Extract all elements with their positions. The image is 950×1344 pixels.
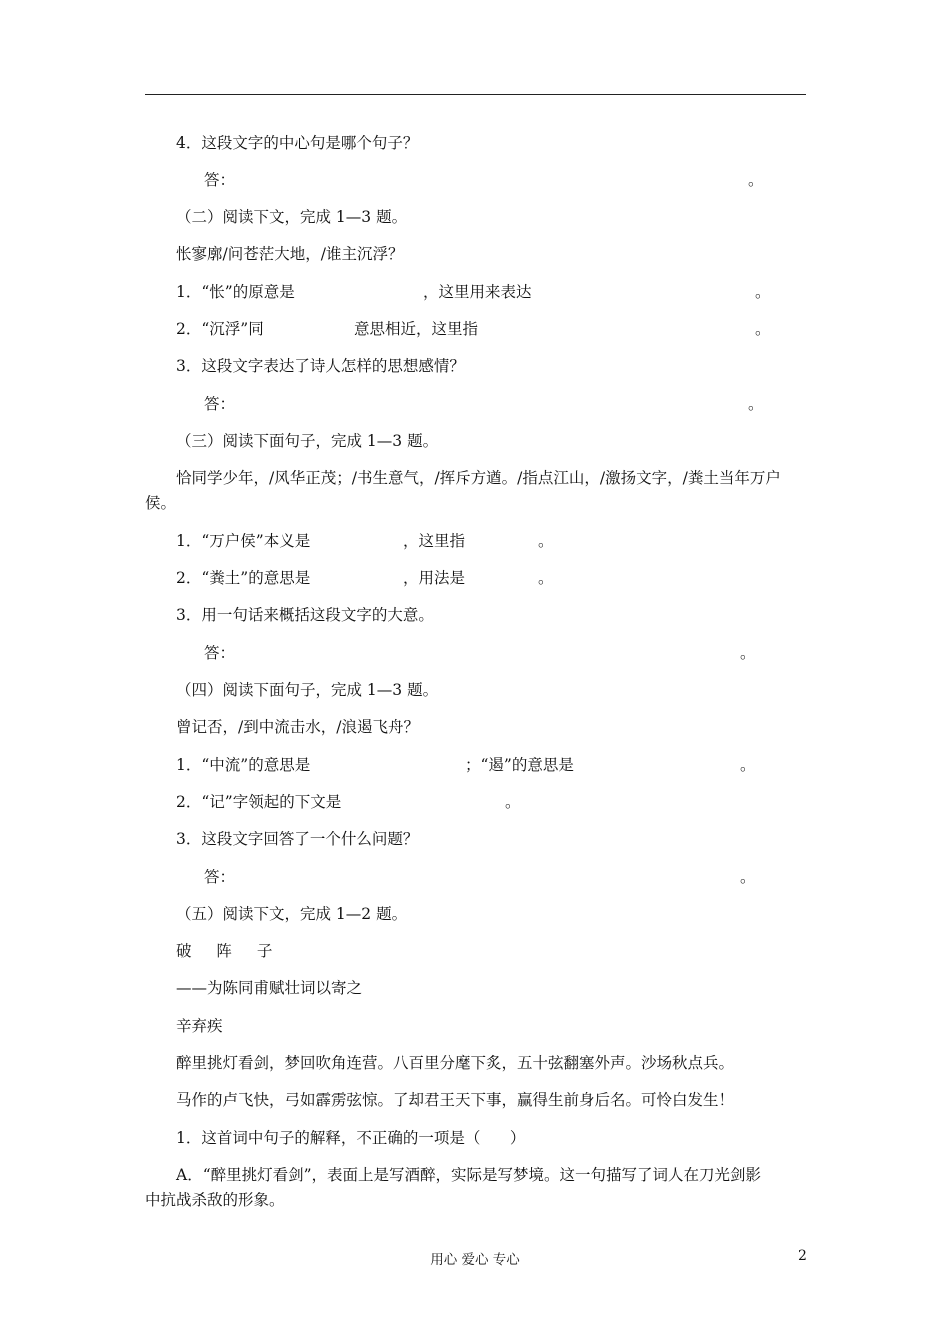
s4-q1-part1: 1．“中流”的意思是	[176, 756, 311, 774]
answer-label: 答：	[204, 395, 236, 413]
s3-q3: 3．用一句话来概括这段文字的大意。	[176, 606, 434, 624]
section-4-heading: （四）阅读下面句子，完成 1—3 题。	[176, 681, 439, 699]
s2-q2-part2: 意思相近，这里指	[354, 320, 479, 338]
section-3-heading: （三）阅读下面句子，完成 1—3 题。	[176, 432, 439, 450]
poem-stanza-1: 醉里挑灯看剑，梦回吹角连营。八百里分麾下炙，五十弦翻塞外声。沙场秋点兵。	[176, 1054, 735, 1072]
section-3-poem-line2: 侯。	[145, 494, 177, 512]
footer-motto: 用心 爱心 专心	[430, 1252, 520, 1268]
page-number: 2	[798, 1248, 807, 1264]
poem-author: 辛弃疾	[176, 1017, 223, 1035]
s5-q1: 1．这首词中句子的解释，不正确的一项是（ ）	[176, 1129, 526, 1147]
header-rule	[145, 94, 806, 95]
s3-q1-period: 。	[538, 532, 554, 550]
section-4-poem: 曾记否，/到中流击水，/浪遏飞舟？	[176, 718, 419, 736]
s5-q1-option-a-line2: 中抗战杀敌的形象。	[145, 1191, 285, 1209]
poem-subtitle: ——为陈同甫赋壮词以寄之	[176, 979, 363, 997]
s4-q2: 2．“记”字领起的下文是	[176, 793, 342, 811]
s5-q1-option-a-line1: A．“醉里挑灯看剑”，表面上是写酒醉，实际是写梦境。这一句描写了词人在刀光剑影	[176, 1166, 762, 1184]
s3-q1-part2: ，这里指	[403, 532, 466, 550]
poem-title: 破 阵 子	[176, 942, 283, 960]
section-5-heading: （五）阅读下文，完成 1—2 题。	[176, 905, 408, 923]
s2-q1-part2: ，这里用来表达	[423, 283, 532, 301]
s3-q2-part1: 2．“粪土”的意思是	[176, 569, 311, 587]
answer-label: 答：	[204, 644, 236, 662]
answer-label: 答：	[204, 171, 236, 189]
answer-period: 。	[740, 868, 756, 886]
answer-period: 。	[748, 395, 764, 413]
answer-period: 。	[740, 644, 756, 662]
s3-q2-period: 。	[538, 569, 554, 587]
s4-q1-part2: ；“遏”的意思是	[465, 756, 574, 774]
question-4: 4．这段文字的中心句是哪个句子？	[176, 134, 419, 152]
poem-stanza-2: 马作的卢飞快，弓如霹雳弦惊。了却君王天下事，赢得生前身后名。可怜白发生！	[176, 1091, 735, 1109]
s2-q2-period: 。	[755, 320, 771, 338]
answer-period: 。	[748, 171, 764, 189]
s4-q3: 3．这段文字回答了一个什么问题？	[176, 830, 419, 848]
s4-q2-period: 。	[505, 793, 521, 811]
s2-q3: 3．这段文字表达了诗人怎样的思想感情？	[176, 357, 465, 375]
s4-q1-period: 。	[740, 756, 756, 774]
s2-q1-period: 。	[755, 283, 771, 301]
s3-q2-part2: ，用法是	[403, 569, 466, 587]
section-2-poem: 怅寥廓/问苍茫大地，/谁主沉浮？	[176, 245, 404, 263]
s3-q1-part1: 1．“万户侯”本义是	[176, 532, 311, 550]
section-2-heading: （二）阅读下文，完成 1—3 题。	[176, 208, 408, 226]
s2-q2-part1: 2．“沉浮”同	[176, 320, 264, 338]
section-3-poem-line1: 恰同学少年，/风华正茂；/书生意气，/挥斥方遒。/指点江山，/激扬文字，/粪土当年万户	[176, 469, 781, 487]
s2-q1-part1: 1．“怅”的原意是	[176, 283, 295, 301]
answer-label: 答：	[204, 868, 236, 886]
